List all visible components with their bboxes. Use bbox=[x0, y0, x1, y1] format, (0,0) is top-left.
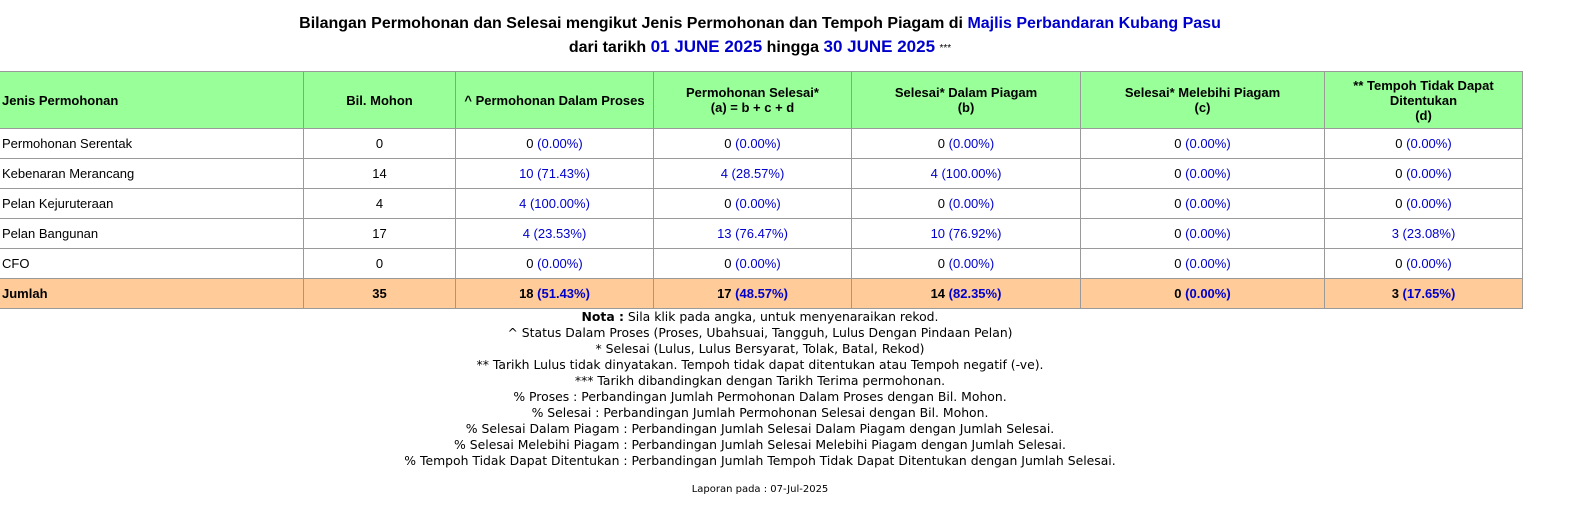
percentage-value: (100.00%) bbox=[529, 196, 590, 211]
nota-line bbox=[0, 309, 1520, 325]
percentage-value: (0.00%) bbox=[1185, 196, 1231, 211]
percentage-value: (0.00%) bbox=[735, 256, 781, 271]
count-cell bbox=[852, 129, 1081, 159]
column-header-text: Selesai* Melebihi Piagam bbox=[1124, 85, 1281, 100]
count-cell bbox=[852, 279, 1081, 309]
count-value: 0 bbox=[724, 196, 732, 211]
percentage-value: (76.92%) bbox=[948, 226, 1002, 241]
table-body bbox=[0, 129, 1523, 309]
column-header-text: ^ Permohonan Dalam Proses bbox=[464, 92, 645, 108]
title-footnote-mark: *** bbox=[939, 43, 952, 54]
percentage-value: (23.08%) bbox=[1402, 226, 1456, 241]
percentage-value: (0.00%) bbox=[1185, 136, 1231, 151]
application-count: 4 bbox=[304, 189, 456, 219]
count-cell bbox=[1325, 189, 1523, 219]
column-header-text: (a) = b + c + d bbox=[710, 100, 795, 115]
count-cell bbox=[1325, 249, 1523, 279]
count-cell bbox=[1081, 159, 1325, 189]
percentage-value: (100.00%) bbox=[941, 166, 1002, 181]
application-type: Pelan Bangunan bbox=[0, 219, 304, 249]
table-header-row bbox=[0, 72, 1523, 129]
total-row bbox=[0, 279, 1523, 309]
percentage-value: (0.00%) bbox=[735, 196, 781, 211]
application-type: Kebenaran Merancang bbox=[0, 159, 304, 189]
count-value: 17 bbox=[717, 286, 732, 301]
count-value: 0 bbox=[724, 256, 732, 271]
note-line: % Selesai Melebihi Piagam : Perbandingan Jumlah Selesai Melebihi Piagam dengan Jumlah Selesai. bbox=[454, 437, 1066, 452]
count-cell bbox=[1325, 159, 1523, 189]
column-header bbox=[456, 72, 654, 129]
percentage-value: (51.43%) bbox=[537, 286, 590, 301]
note-line: ^ Status Dalam Proses (Proses, Ubahsuai, Tangguh, Lulus Dengan Pindaan Pelan) bbox=[507, 325, 1013, 340]
column-header-text: Permohonan Selesai* bbox=[686, 85, 819, 100]
count-cell bbox=[1325, 279, 1523, 309]
count-value: 0 bbox=[1174, 256, 1182, 271]
count-cell bbox=[456, 159, 654, 189]
count-cell bbox=[654, 279, 852, 309]
percentage-value: (17.65%) bbox=[1402, 286, 1456, 301]
percentage-value: (0.00%) bbox=[1185, 286, 1231, 301]
count-value: 14 bbox=[930, 286, 946, 301]
table-row bbox=[0, 159, 1523, 189]
percentage-value: (0.00%) bbox=[948, 196, 995, 211]
count-cell bbox=[456, 189, 654, 219]
date-between-label: hingga bbox=[766, 39, 820, 56]
count-cell bbox=[654, 189, 852, 219]
note-line: * Selesai (Lulus, Lulus Bersyarat, Tolak, Batal, Rekod) bbox=[595, 341, 925, 356]
title-line-1 bbox=[0, 12, 1520, 35]
date-from: 01 JUNE 2025 bbox=[650, 37, 763, 56]
column-header bbox=[1325, 72, 1523, 129]
count-value[interactable]: 10 bbox=[930, 226, 946, 241]
count-value: 18 bbox=[519, 286, 534, 301]
count-value: 0 bbox=[1174, 166, 1182, 181]
count-value[interactable]: 3 bbox=[1391, 226, 1399, 241]
percentage-value: (48.57%) bbox=[735, 286, 788, 301]
count-value: 0 bbox=[526, 136, 534, 151]
note-line: % Selesai Dalam Piagam : Perbandingan Jumlah Selesai Dalam Piagam dengan Jumlah Selesai. bbox=[465, 421, 1055, 436]
note-line: ** Tarikh Lulus tidak dinyatakan. Tempoh tidak dapat ditentukan atau Tempoh negatif (-ve). bbox=[476, 357, 1044, 372]
count-cell bbox=[1325, 219, 1523, 249]
note-line: % Tempoh Tidak Dapat Ditentukan : Perbandingan Jumlah Tempoh Tidak Dapat Ditentukan dengan Jumlah Selesai. bbox=[404, 453, 1116, 468]
count-cell bbox=[456, 249, 654, 279]
column-header-text: (b) bbox=[957, 100, 975, 115]
note-line: % Selesai : Perbandingan Jumlah Permohonan Selesai dengan Bil. Mohon. bbox=[531, 405, 989, 420]
count-value[interactable]: 13 bbox=[717, 226, 732, 241]
percentage-value: (0.00%) bbox=[1185, 166, 1231, 181]
count-value: 0 bbox=[1395, 256, 1403, 271]
column-header bbox=[0, 72, 304, 129]
application-count: 0 bbox=[304, 129, 456, 159]
application-count: 0 bbox=[304, 249, 456, 279]
count-cell bbox=[654, 129, 852, 159]
percentage-value: (71.43%) bbox=[537, 166, 590, 181]
nota-label: Nota : bbox=[581, 309, 624, 324]
count-cell bbox=[1081, 249, 1325, 279]
percentage-value: (28.57%) bbox=[731, 166, 785, 181]
column-header-text: (c) bbox=[1194, 100, 1211, 115]
application-count: 14 bbox=[304, 159, 456, 189]
count-cell bbox=[1081, 189, 1325, 219]
count-cell bbox=[852, 219, 1081, 249]
count-value: 0 bbox=[937, 196, 946, 211]
report-date: Laporan pada : 07-Jul-2025 bbox=[691, 484, 829, 495]
column-header-text: (d) bbox=[1415, 107, 1432, 123]
count-value: 0 bbox=[937, 256, 946, 271]
date-from-label: dari tarikh bbox=[568, 39, 647, 56]
date-to: 30 JUNE 2025 bbox=[823, 37, 936, 56]
percentage-value: (76.47%) bbox=[735, 226, 788, 241]
application-type: Permohonan Serentak bbox=[0, 129, 304, 159]
note-line: *** Tarikh dibandingkan dengan Tarikh Terima permohonan. bbox=[574, 373, 946, 388]
application-type: Jumlah bbox=[0, 279, 304, 309]
column-header-text: Jenis Permohonan bbox=[2, 92, 119, 108]
nota-text: Sila klik pada angka, untuk menyenaraikan rekod. bbox=[627, 309, 939, 324]
notes-section bbox=[0, 309, 1520, 469]
percentage-value: (23.53%) bbox=[533, 226, 587, 241]
count-cell bbox=[456, 279, 654, 309]
report-title bbox=[0, 12, 1520, 59]
count-cell bbox=[1081, 279, 1325, 309]
count-value: 0 bbox=[724, 136, 732, 151]
percentage-value: (0.00%) bbox=[1406, 196, 1452, 211]
percentage-value: (0.00%) bbox=[948, 136, 995, 151]
count-value: 3 bbox=[1391, 286, 1399, 301]
percentage-value: (0.00%) bbox=[948, 256, 995, 271]
count-value: 0 bbox=[1174, 196, 1182, 211]
column-header bbox=[654, 72, 852, 129]
title-text: Bilangan Permohonan dan Selesai mengikut Jenis Permohonan dan Tempoh Piagam di bbox=[299, 15, 963, 32]
count-value: 0 bbox=[1395, 136, 1403, 151]
percentage-value: (0.00%) bbox=[537, 256, 583, 271]
count-value[interactable]: 4 bbox=[720, 166, 728, 181]
table-row bbox=[0, 189, 1523, 219]
count-cell bbox=[456, 219, 654, 249]
count-cell bbox=[654, 219, 852, 249]
applications-table bbox=[0, 71, 1523, 309]
count-cell bbox=[1081, 219, 1325, 249]
count-value[interactable]: 4 bbox=[522, 226, 530, 241]
column-header-text: ** Tempoh Tidak Dapat bbox=[1353, 77, 1494, 93]
count-cell bbox=[852, 249, 1081, 279]
application-count: 17 bbox=[304, 219, 456, 249]
column-header-text: Bil. Mohon bbox=[346, 92, 413, 108]
note-line: % Proses : Perbandingan Jumlah Permohonan Dalam Proses dengan Bil. Mohon. bbox=[513, 389, 1007, 404]
percentage-value: (0.00%) bbox=[1406, 136, 1452, 151]
percentage-value: (0.00%) bbox=[537, 136, 583, 151]
percentage-value: (0.00%) bbox=[1185, 256, 1231, 271]
table-row bbox=[0, 129, 1523, 159]
column-header-text: Ditentukan bbox=[1389, 92, 1458, 108]
application-type: Pelan Kejuruteraan bbox=[0, 189, 304, 219]
count-cell bbox=[1325, 129, 1523, 159]
column-header bbox=[1081, 72, 1325, 129]
column-header bbox=[852, 72, 1081, 129]
count-value: 0 bbox=[1174, 226, 1182, 241]
count-value: 0 bbox=[937, 136, 946, 151]
column-header-text: Selesai* Dalam Piagam bbox=[894, 85, 1038, 100]
table-row bbox=[0, 219, 1523, 249]
count-cell bbox=[852, 159, 1081, 189]
count-cell bbox=[1081, 129, 1325, 159]
application-count: 35 bbox=[304, 279, 456, 309]
application-type: CFO bbox=[0, 249, 304, 279]
count-value: 0 bbox=[1395, 166, 1403, 181]
count-value: 0 bbox=[526, 256, 534, 271]
percentage-value: (0.00%) bbox=[1406, 166, 1452, 181]
count-value[interactable]: 10 bbox=[519, 166, 534, 181]
count-cell bbox=[852, 189, 1081, 219]
count-cell bbox=[654, 249, 852, 279]
table-row bbox=[0, 249, 1523, 279]
council-name: Majlis Perbandaran Kubang Pasu bbox=[967, 15, 1221, 32]
count-value: 0 bbox=[1395, 196, 1403, 211]
percentage-value: (0.00%) bbox=[735, 136, 781, 151]
count-value[interactable]: 4 bbox=[930, 166, 938, 181]
percentage-value: (0.00%) bbox=[1185, 226, 1231, 241]
count-value[interactable]: 4 bbox=[519, 196, 527, 211]
count-cell bbox=[456, 129, 654, 159]
count-value: 0 bbox=[1174, 286, 1182, 301]
count-value: 0 bbox=[1174, 136, 1182, 151]
percentage-value: (82.35%) bbox=[948, 286, 1002, 301]
count-cell bbox=[654, 159, 852, 189]
column-header bbox=[304, 72, 456, 129]
title-line-2 bbox=[0, 35, 1520, 59]
percentage-value: (0.00%) bbox=[1406, 256, 1452, 271]
